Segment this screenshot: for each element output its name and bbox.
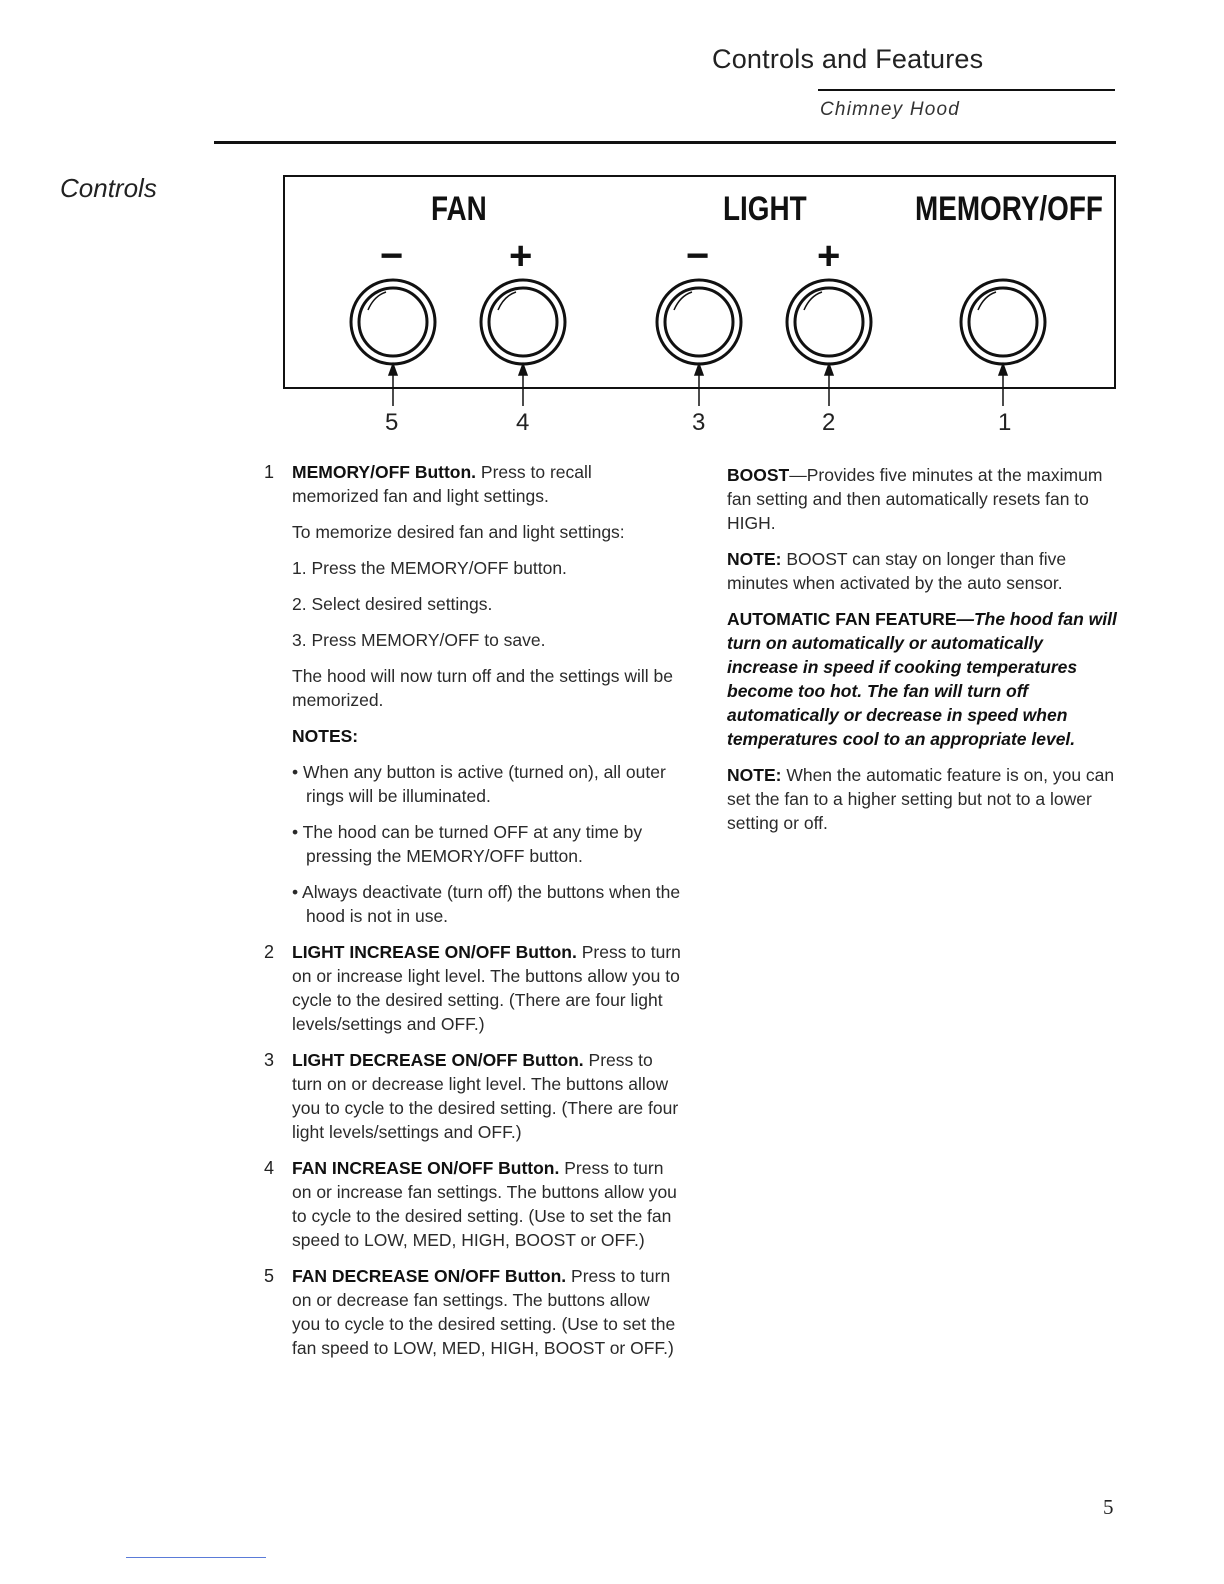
item-1-step-2: 2. Select desired settings. [292, 594, 493, 614]
item-3-text: Press to turn on or decrease light level. The buttons allow you to cycle to the desired setting. (There are four light levels/settings and OFF.) [292, 1050, 679, 1142]
page-number: 5 [1103, 1495, 1114, 1519]
side-label: Controls [60, 173, 157, 203]
item-1-after: The hood will now turn off and the settings will be memorized. [292, 666, 674, 710]
light-label: LIGHT [723, 190, 807, 228]
item-5-title: FAN DECREASE ON/OFF Button. [292, 1266, 567, 1286]
item-3 [264, 1048, 682, 1144]
item-3-number: 3 [264, 1050, 275, 1070]
callout-1: 1 [998, 409, 1012, 436]
auto-fan-paragraph [727, 607, 1117, 751]
footer-line [126, 1557, 266, 1558]
item-1-step-1: 1. Press the MEMORY/OFF button. [292, 558, 567, 578]
note-1-paragraph [727, 547, 1117, 595]
item-3-title: LIGHT DECREASE ON/OFF Button. [292, 1050, 584, 1070]
boost-paragraph [727, 463, 1117, 535]
section-title: Controls and Features [712, 44, 984, 74]
note-3: • Always deactivate (turn off) the buttons when the hood is not in use. [292, 882, 681, 926]
note-2-label: NOTE: [727, 765, 782, 785]
memory-off-label: MEMORY/OFF [915, 190, 1103, 228]
item-1-step-3: 3. Press MEMORY/OFF to save. [292, 630, 546, 650]
callout-4: 4 [516, 409, 530, 436]
panel-buttons-svg [0, 0, 1224, 440]
section-subtitle: Chimney Hood [820, 99, 961, 120]
auto-fan-text: —The hood fan will turn on automatically or automatically increase in speed if cooking temperatures become too hot. The fan will turn off automatically or decrease in speed when temperatures cool to an appropriate level. [727, 609, 1117, 749]
auto-fan-label: AUTOMATIC FAN FEATURE [727, 609, 957, 629]
item-2-title: LIGHT INCREASE ON/OFF Button. [292, 942, 577, 962]
item-5-number: 5 [264, 1266, 275, 1286]
item-1-number: 1 [264, 462, 275, 482]
note-2-text: When the automatic feature is on, you can set the fan to a higher setting but not to a lower setting or off. [727, 765, 1115, 833]
callout-5: 5 [385, 409, 399, 436]
note-2: • The hood can be turned OFF at any time by pressing the MEMORY/OFF button. [292, 822, 643, 866]
item-2-text: Press to turn on or increase light level. The buttons allow you to cycle to the desired setting. (There are four light levels/settings and OFF.) [292, 942, 681, 1034]
right-column [727, 463, 1117, 835]
fan-label: FAN [431, 190, 487, 228]
item-1 [264, 460, 682, 928]
item-5-text: Press to turn on or decrease fan settings. The buttons allow you to cycle to the desired setting. (Use to set the fan speed to LOW, MED, HIGH, BOOST or OFF.) [292, 1266, 676, 1358]
item-1-title: MEMORY/OFF Button. [292, 462, 477, 482]
item-2 [264, 940, 682, 1036]
note-1-text: BOOST can stay on longer than five minutes when activated by the auto sensor. [727, 549, 1067, 593]
note-2-paragraph [727, 763, 1117, 835]
item-4-title: FAN INCREASE ON/OFF Button. [292, 1158, 560, 1178]
callout-2: 2 [822, 409, 836, 436]
fan-increase-button[interactable] [481, 280, 565, 364]
callout-arrows [389, 364, 1007, 406]
fan-minus-symbol: − [380, 234, 404, 278]
item-4 [264, 1156, 682, 1252]
boost-text: —Provides five minutes at the maximum fan setting and then automatically resets fan to HIGH. [727, 465, 1103, 533]
item-4-number: 4 [264, 1158, 275, 1178]
note-1-label: NOTE: [727, 549, 782, 569]
left-column [264, 460, 682, 1360]
note-1: • When any button is active (turned on), all outer rings will be illuminated. [292, 762, 666, 806]
light-minus-symbol: − [686, 234, 710, 278]
notes-label: NOTES: [292, 726, 359, 746]
light-increase-button[interactable] [787, 280, 871, 364]
callout-3: 3 [692, 409, 706, 436]
item-5 [264, 1264, 682, 1360]
fan-decrease-button[interactable] [351, 280, 435, 364]
item-1-text: Press to recall memorized fan and light settings. [292, 462, 592, 506]
item-1-intro: To memorize desired fan and light settings: [292, 522, 625, 542]
memory-off-button[interactable] [961, 280, 1045, 364]
boost-label: BOOST [727, 465, 790, 485]
item-4-text: Press to turn on or increase fan settings. The buttons allow you to cycle to the desired setting. (Use to set the fan speed to LOW, MED, HIGH, BOOST or OFF.) [292, 1158, 677, 1250]
light-decrease-button[interactable] [657, 280, 741, 364]
fan-plus-symbol: + [509, 234, 533, 278]
light-plus-symbol: + [817, 234, 841, 278]
item-2-number: 2 [264, 942, 275, 962]
